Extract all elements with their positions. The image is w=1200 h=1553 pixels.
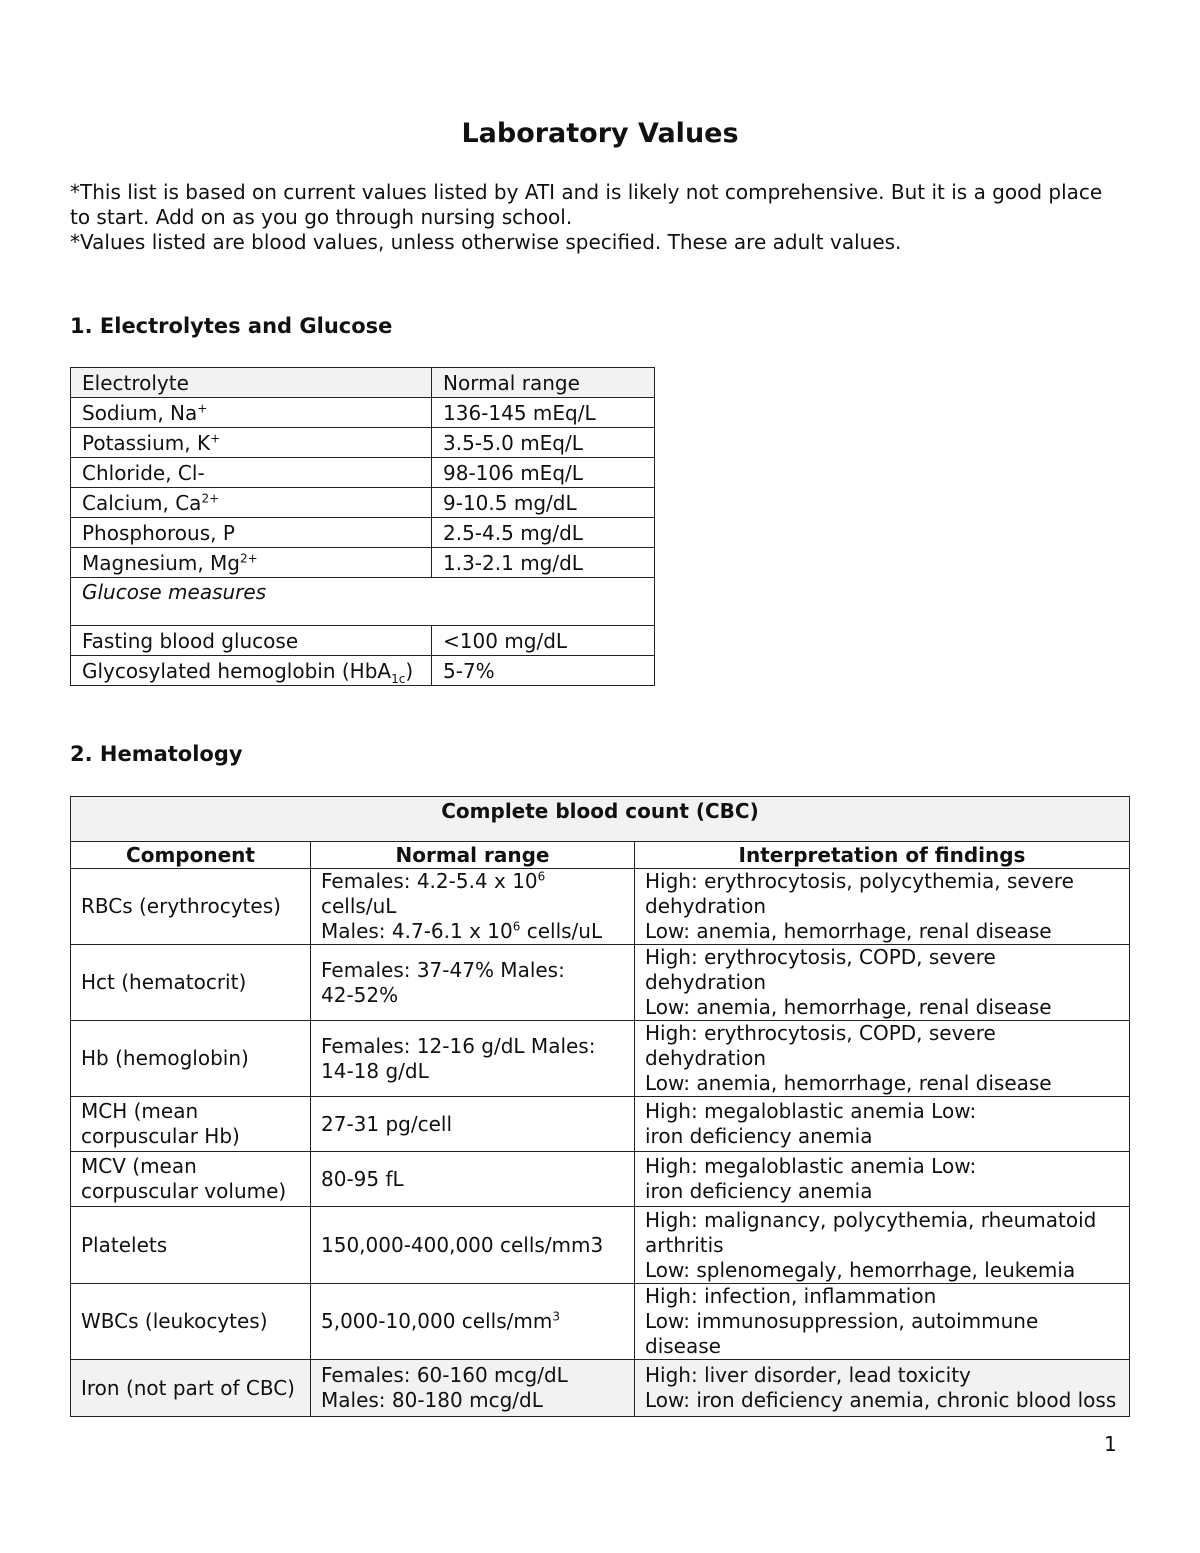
range-cell <box>311 1152 635 1207</box>
electrolyte-name <box>71 548 432 578</box>
range-line <box>321 1112 624 1137</box>
normal-range: <100 mg/dL <box>432 626 655 656</box>
range-text: Males: 80-180 mcg/dL <box>321 1388 543 1412</box>
interpretation-cell <box>635 1207 1130 1284</box>
range-line <box>321 869 624 919</box>
table-row <box>71 869 1130 945</box>
glucose-test-name <box>71 656 432 686</box>
interpretation-line: Low: anemia, hemorrhage, renal disease <box>645 919 1052 943</box>
range-cell <box>311 1284 635 1360</box>
range-line <box>321 1363 624 1388</box>
table-row <box>71 488 655 518</box>
interpretation-line: Low: immunosuppression, autoimmune disease <box>645 1309 1039 1358</box>
electrolyte-name <box>71 518 432 548</box>
component-line: WBCs (leukocytes) <box>81 1309 268 1333</box>
interpretation-cell <box>635 1360 1130 1417</box>
column-header: Normal range <box>311 842 635 869</box>
component-line: corpuscular volume) <box>81 1179 287 1203</box>
subscript: 1c <box>391 671 406 686</box>
page-title: Laboratory Values <box>461 118 739 149</box>
normal-range: 9-10.5 mg/dL <box>432 488 655 518</box>
table-header-row <box>71 842 1130 869</box>
electrolyte-label: Magnesium, Mg <box>82 550 240 575</box>
table-row <box>71 626 655 656</box>
interpretation-line: High: megaloblastic anemia Low: <box>645 1099 977 1123</box>
electrolyte-label: Sodium, Na <box>82 400 198 425</box>
range-line <box>321 1034 624 1059</box>
interpretation-line: High: erythrocytosis, COPD, severe dehydration <box>645 945 996 994</box>
electrolyte-label: Potassium, K <box>82 430 211 455</box>
electrolytes-table <box>70 367 655 686</box>
range-text: Males: 4.7-6.1 x 10 <box>321 919 513 943</box>
component-line: Hct (hematocrit) <box>81 970 247 994</box>
range-unit: cells/uL <box>321 894 397 918</box>
range-line <box>321 958 624 983</box>
range-cell <box>311 1021 635 1097</box>
charge-superscript: 2+ <box>240 550 258 565</box>
electrolyte-name <box>71 428 432 458</box>
table-row <box>71 1021 1130 1097</box>
normal-range: 98-106 mEq/L <box>432 458 655 488</box>
table-header-row <box>71 368 655 398</box>
range-cell <box>311 1207 635 1284</box>
subheader-row <box>71 578 655 626</box>
range-line <box>321 1309 624 1334</box>
table-row <box>71 1207 1130 1284</box>
interpretation-line: High: infection, inflammation <box>645 1284 937 1308</box>
range-line <box>321 1388 624 1413</box>
exponent: 6 <box>512 919 521 934</box>
section-heading-electrolytes: 1. Electrolytes and Glucose <box>70 314 393 338</box>
component-line: Hb (hemoglobin) <box>81 1046 249 1070</box>
component-cell <box>71 869 311 945</box>
component-line: corpuscular Hb) <box>81 1124 240 1148</box>
range-cell <box>311 1360 635 1417</box>
charge-superscript: + <box>210 430 221 445</box>
range-text: Females: 60-160 mcg/dL <box>321 1363 568 1387</box>
interpretation-line: High: erythrocytosis, polycythemia, severe dehydration <box>645 869 1074 918</box>
page-number: 1 <box>1104 1432 1117 1456</box>
table-title: Complete blood count (CBC) <box>71 797 1130 842</box>
range-line <box>321 1167 624 1192</box>
suffix: ) <box>405 658 414 683</box>
table-row <box>71 1152 1130 1207</box>
range-line <box>321 1059 624 1084</box>
electrolyte-name <box>71 398 432 428</box>
component-line: RBCs (erythrocytes) <box>81 894 281 918</box>
exponent: 3 <box>552 1309 560 1324</box>
range-unit: cells/uL <box>520 919 603 943</box>
normal-range: 2.5-4.5 mg/dL <box>432 518 655 548</box>
electrolyte-name <box>71 488 432 518</box>
interpretation-line: Low: anemia, hemorrhage, renal disease <box>645 1071 1052 1095</box>
intro-note: *Values listed are blood values, unless otherwise specified. These are adult values. <box>70 230 902 254</box>
component-cell <box>71 1207 311 1284</box>
charge-superscript: + <box>197 400 208 415</box>
component-cell <box>71 1360 311 1417</box>
table-row <box>71 1360 1130 1417</box>
range-text: 14-18 g/dL <box>321 1058 429 1083</box>
component-cell <box>71 1097 311 1152</box>
interpretation-line: Low: splenomegaly, hemorrhage, leukemia <box>645 1257 1076 1282</box>
glucose-test-name <box>71 626 432 656</box>
range-line <box>321 1233 624 1258</box>
range-cell <box>311 945 635 1021</box>
normal-range: 5-7% <box>432 656 655 686</box>
charge-superscript: 2+ <box>201 490 220 505</box>
interpretation-cell <box>635 869 1130 945</box>
table-row <box>71 458 655 488</box>
range-cell <box>311 1097 635 1152</box>
range-text: 150,000-400,000 cells/mm3 <box>321 1232 604 1257</box>
table-row <box>71 945 1130 1021</box>
electrolyte-label: Phosphorous, P <box>82 520 235 545</box>
interpretation-cell <box>635 1021 1130 1097</box>
interpretation-cell <box>635 1097 1130 1152</box>
cbc-table <box>70 796 1130 1417</box>
column-header: Normal range <box>432 368 655 398</box>
range-text: 27-31 pg/cell <box>321 1111 453 1136</box>
table-row <box>71 1284 1130 1360</box>
electrolyte-name <box>71 458 432 488</box>
electrolyte-label: Calcium, Ca <box>82 490 202 515</box>
interpretation-cell <box>635 945 1130 1021</box>
component-line: Platelets <box>81 1232 168 1257</box>
table-title-row <box>71 797 1130 842</box>
interpretation-line: High: erythrocytosis, COPD, severe dehydration <box>645 1021 996 1070</box>
exponent: 6 <box>537 869 546 884</box>
section-heading-hematology: 2. Hematology <box>70 742 243 766</box>
interpretation-line: iron deficiency anemia <box>645 1179 873 1203</box>
intro-note: *This list is based on current values listed by ATI and is likely not comprehensive. But it is a good place to start. Add on as you go through nursing school. <box>70 180 1103 229</box>
range-text: Females: 12-16 g/dL Males: <box>321 1033 596 1058</box>
table-row <box>71 398 655 428</box>
range-text: 80-95 fL <box>321 1166 404 1191</box>
column-header: Interpretation of findings <box>635 842 1130 869</box>
glucose-measures-label: Glucose measures <box>71 578 655 626</box>
interpretation-line: High: malignancy, polycythemia, rheumatoid arthritis <box>645 1207 1097 1257</box>
interpretation-cell <box>635 1152 1130 1207</box>
component-cell <box>71 1152 311 1207</box>
interpretation-line: Low: iron deficiency anemia, chronic blood loss <box>645 1388 1117 1412</box>
range-line <box>321 919 624 944</box>
component-line: MCH (mean <box>81 1099 199 1123</box>
range-text: 5,000-10,000 cells/mm <box>321 1309 553 1333</box>
component-line: Iron (not part of CBC) <box>81 1375 295 1400</box>
component-cell <box>71 945 311 1021</box>
intro-notes <box>70 180 1120 255</box>
normal-range: 136-145 mEq/L <box>432 398 655 428</box>
component-line: MCV (mean <box>81 1154 197 1178</box>
range-text: Females: 4.2-5.4 x 10 <box>321 869 538 893</box>
glucose-test-label: Fasting blood glucose <box>82 628 299 653</box>
table-row <box>71 656 655 686</box>
table-row <box>71 1097 1130 1152</box>
column-header: Electrolyte <box>71 368 432 398</box>
table-row <box>71 518 655 548</box>
normal-range: 3.5-5.0 mEq/L <box>432 428 655 458</box>
range-text: 42-52% <box>321 982 399 1007</box>
interpretation-cell <box>635 1284 1130 1360</box>
interpretation-line: iron deficiency anemia <box>645 1124 873 1148</box>
range-line <box>321 983 624 1008</box>
range-cell <box>311 869 635 945</box>
interpretation-line: Low: anemia, hemorrhage, renal disease <box>645 995 1052 1019</box>
normal-range: 1.3-2.1 mg/dL <box>432 548 655 578</box>
range-text: Females: 37-47% Males: <box>321 957 565 982</box>
electrolyte-label: Chloride, Cl- <box>82 460 205 485</box>
glucose-test-label: Glycosylated hemoglobin (HbA <box>82 658 392 683</box>
table-row <box>71 548 655 578</box>
table-row <box>71 428 655 458</box>
column-header: Component <box>71 842 311 869</box>
interpretation-line: High: liver disorder, lead toxicity <box>645 1363 971 1387</box>
component-cell <box>71 1021 311 1097</box>
interpretation-line: High: megaloblastic anemia Low: <box>645 1154 977 1178</box>
component-cell <box>71 1284 311 1360</box>
